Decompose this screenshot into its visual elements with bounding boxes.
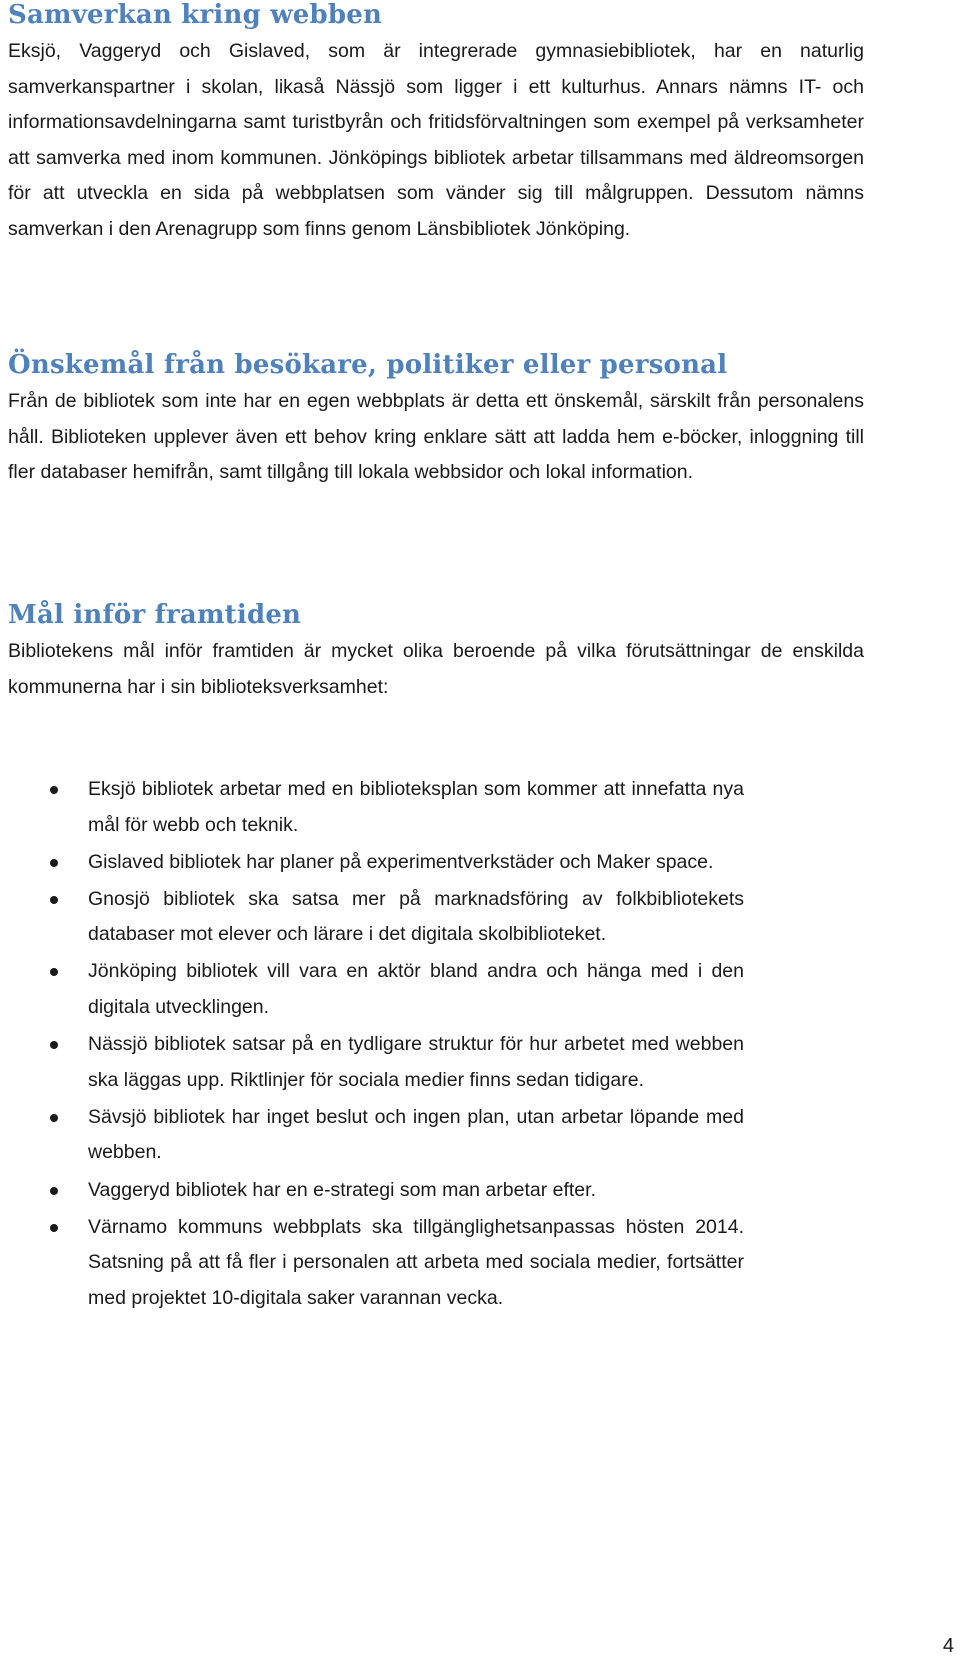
bullet-icon: [50, 1041, 58, 1049]
list-item: [50, 1027, 744, 1098]
bullet-icon: [50, 859, 58, 867]
list-item-text: Gislaved bibliotek har planer på experimentverkstäder och Maker space.: [88, 850, 714, 873]
list-item: [50, 882, 744, 953]
bullet-icon: [50, 1224, 58, 1232]
bullet-icon: [50, 968, 58, 976]
section-heading: Önskemål från besökare, politiker eller personal: [8, 350, 728, 380]
bullet-icon: [50, 1187, 58, 1195]
list-item: [50, 1210, 744, 1317]
section-onskemal: [8, 350, 864, 491]
goals-list: [50, 772, 744, 1318]
section-samverkan: [8, 0, 864, 248]
section-paragraph: Från de bibliotek som inte har en egen webbplats är detta ett önskemål, särskilt från personalens håll. Biblioteken upplever även ett behov kring enklare sätt att ladda hem e-böcker, inloggning till fler databaser hemifrån, samt tillgång till lokala webbsidor och lokal information.: [8, 390, 864, 484]
list-item: [50, 772, 744, 843]
list-item-text: Vaggeryd bibliotek har en e-strategi som man arbetar efter.: [88, 1178, 596, 1201]
list-item-text: Sävsjö bibliotek har inget beslut och ingen plan, utan arbetar löpande med webben.: [88, 1105, 744, 1164]
list-item-text: Jönköping bibliotek vill vara en aktör bland andra och hänga med i den digitala utvecklingen.: [88, 960, 744, 1019]
bullet-icon: [50, 786, 58, 794]
list-item: [50, 1173, 744, 1209]
list-item-text: Nässjö bibliotek satsar på en tydligare struktur för hur arbetet med webben ska läggas upp. Riktlinjer för sociala medier finns sedan tidigare.: [88, 1033, 744, 1091]
bullet-icon: [50, 896, 58, 904]
list-item-text: Värnamo kommuns webbplats ska tillgänglighetsanpassas hösten 2014. Satsning på att få fler i personalen att arbeta med sociala medier, fortsätter med projektet 10-digitala saker varannan vecka.: [88, 1215, 744, 1309]
list-item: [50, 954, 744, 1025]
section-paragraph: Bibliotekens mål inför framtiden är mycket olika beroende på vilka förutsättningar de enskilda kommunerna har i sin biblioteksverksamhet:: [8, 640, 864, 698]
page-number: 4: [942, 1635, 954, 1657]
list-item: [50, 845, 744, 881]
list-item-text: Eksjö bibliotek arbetar med en biblioteksplan som kommer att innefatta nya mål för webb och teknik.: [88, 778, 744, 836]
section-mal: [8, 600, 864, 705]
section-paragraph: Eksjö, Vaggeryd och Gislaved, som är integrerade gymnasiebibliotek, har en naturlig samverkanspartner i skolan, likaså Nässjö som ligger i ett kulturhus. Annars nämns IT- och informationsavdelningarna samt turistbyrån och fritidsförvaltningen som exempel på verksamheter att samverka med inom kommunen. Jönköpings bibliotek arbetar tillsammans med äldreomsorgen för att utveckla en sida på webbplatsen som vänder sig till målgruppen. Dessutom nämns samverkan i den Arenagrupp som finns genom Länsbibliotek Jönköping.: [8, 40, 864, 240]
section-heading: Mål inför framtiden: [8, 600, 302, 630]
bullet-icon: [50, 1114, 58, 1122]
list-item: [50, 1100, 744, 1171]
list-item-text: Gnosjö bibliotek ska satsa mer på marknadsföring av folkbibliotekets databaser mot elever och lärare i det digitala skolbiblioteket.: [88, 887, 744, 946]
section-heading: Samverkan kring webben: [8, 0, 383, 30]
